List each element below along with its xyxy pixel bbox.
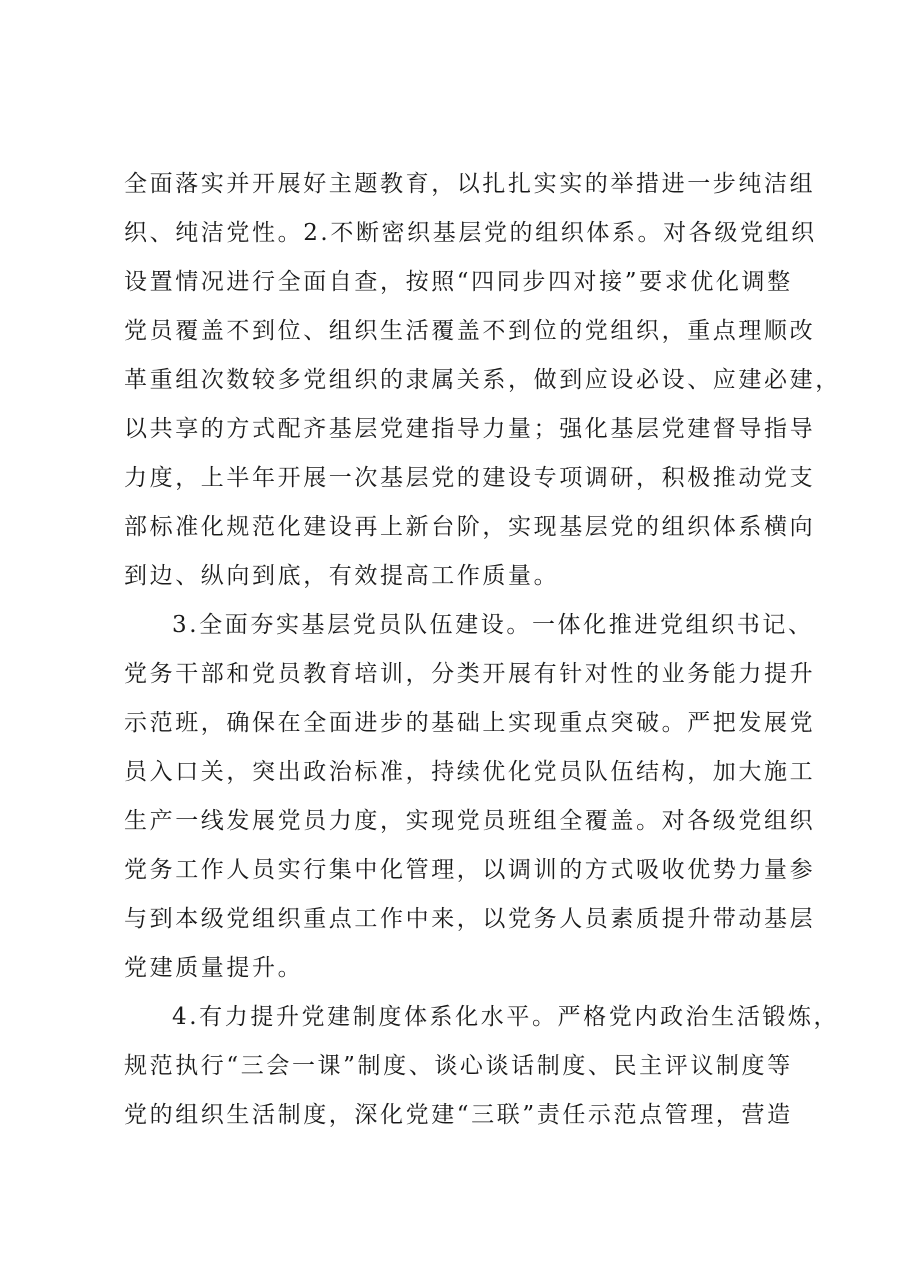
text-line: 规范执行“三会一课”制度、谈心谈话制度、民主评议制度等 bbox=[124, 1053, 793, 1079]
text-line: 示范班，确保在全面进步的基础上实现重点突破。严把发展党 bbox=[124, 710, 816, 736]
paragraph-first-line: 4.有力提升党建制度体系化水平。严格党内政治生活锻炼， bbox=[172, 1004, 840, 1030]
text-line: 党务工作人员实行集中化管理，以调训的方式吸收优势力量参 bbox=[124, 857, 816, 883]
text-line: 革重组次数较多党组织的隶属关系，做到应设必设、应建必建， bbox=[124, 367, 841, 393]
text-line: 以共享的方式配齐基层党建指导力量；强化基层党建督导指导 bbox=[124, 416, 816, 442]
text-line: 生产一线发展党员力度，实现党员班组全覆盖。对各级党组织 bbox=[124, 808, 816, 834]
text-line: 设置情况进行全面自查，按照“四同步四对接”要求优化调整 bbox=[124, 269, 793, 295]
text-line: 党建质量提升。 bbox=[124, 955, 304, 981]
text-line: 力度，上半年开展一次基层党的建设专项调研，积极推动党支 bbox=[124, 465, 816, 491]
document-body bbox=[124, 160, 841, 1140]
text-line: 党的组织生活制度，深化党建“三联”责任示范点管理，营造 bbox=[124, 1102, 793, 1128]
text-line: 织、纯洁党性。2.不断密织基层党的组织体系。对各级党组织 bbox=[124, 220, 817, 246]
text-line: 与到本级党组织重点工作中来，以党务人员素质提升带动基层 bbox=[124, 906, 816, 932]
text-line: 部标准化规范化建设再上新台阶，实现基层党的组织体系横向 bbox=[124, 514, 816, 540]
text-line: 全面落实并开展好主题教育，以扎扎实实的举措进一步纯洁组 bbox=[124, 171, 816, 197]
text-line: 员入口关，突出政治标准，持续优化党员队伍结构，加大施工 bbox=[124, 759, 816, 785]
text-line: 到边、纵向到底，有效提高工作质量。 bbox=[124, 563, 560, 589]
text-line: 党员覆盖不到位、组织生活覆盖不到位的党组织，重点理顺改 bbox=[124, 318, 816, 344]
paragraph-first-line: 3.全面夯实基层党员队伍建设。一体化推进党组织书记、 bbox=[172, 612, 814, 638]
text-line: 党务干部和党员教育培训，分类开展有针对性的业务能力提升 bbox=[124, 661, 816, 687]
